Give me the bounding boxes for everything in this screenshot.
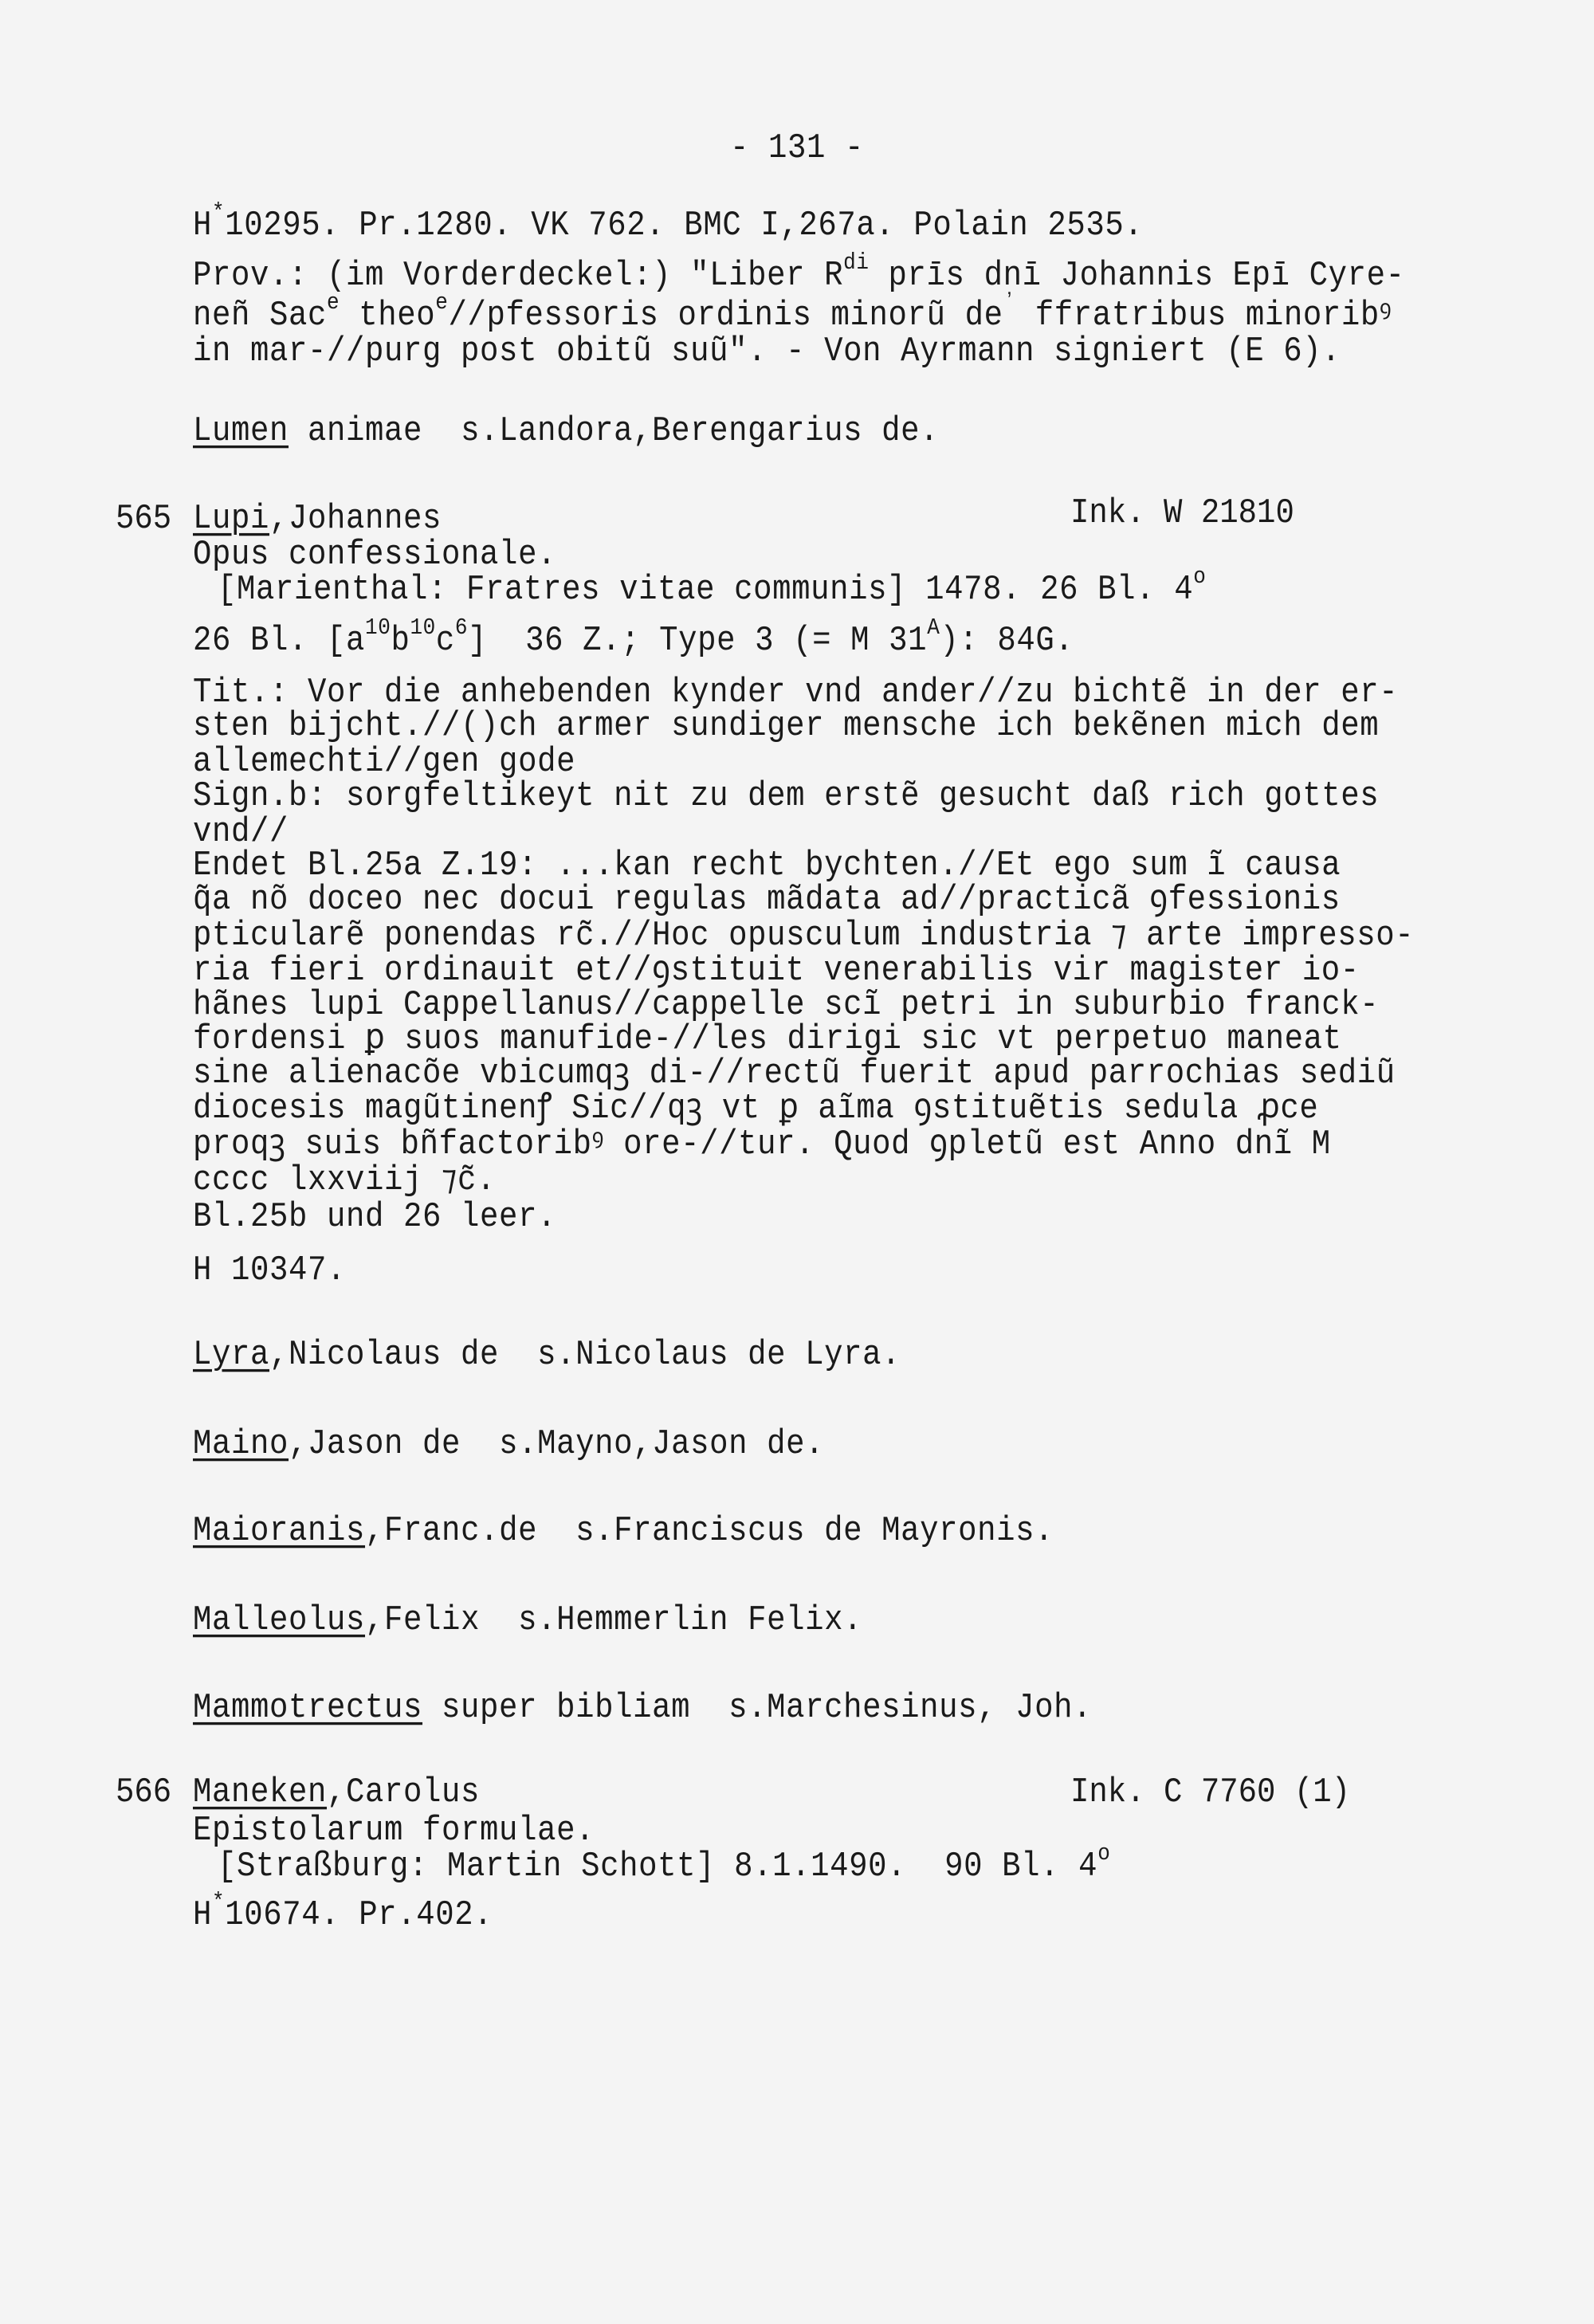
heading-word: Maino [193, 1424, 289, 1464]
entry-references: H*10674. Pr.402. [193, 1888, 493, 1935]
provenance-line: neñ Sac$^e$ theo$^e$//pfessoris ordinis minorũ $de^ʼ$ ffratribus minoribꝰ [193, 289, 1392, 336]
text-line: diocesis magũtinenꝭ Sic//qꝫ vt ꝑ aĩma ꝯstituẽtis sedula ꝓce [193, 1089, 1319, 1129]
entry-references: H 10347. [193, 1250, 347, 1290]
shelfmark: Ink. C 7760 (1) [1070, 1772, 1351, 1812]
text-line: proqꝫ suis bñfactoribꝰ ore-//tur. Quod ꝯpletũ est Anno dnĩ M [193, 1125, 1331, 1164]
text-line: vnd// [193, 812, 289, 852]
cross-reference: Lumen animae s.Landora,Berengarius de. [193, 411, 940, 451]
entry-title: Opus confessionale. [193, 535, 557, 575]
text-line: sine alienacõe vbicumqꝫ di-//rectũ fuerit apud parrochias sediũ [193, 1054, 1396, 1093]
text-line: fordensi ꝑ suos manufide-//les dirigi sic vt perpetuo maneat [193, 1019, 1342, 1059]
heading-word: Lumen [193, 411, 289, 451]
heading-word: Lyra [193, 1335, 270, 1375]
text-line: Bl.25b und 26 leer. [193, 1197, 557, 1237]
text-line: cccc lxxviij ⁊c̃. [193, 1160, 497, 1200]
cross-reference: Lyra,Nicolaus de s.Nicolaus de Lyra. [193, 1335, 901, 1375]
entry-heading: Lupi,Johannes [193, 499, 442, 539]
heading-word: Mammotrectus [193, 1688, 423, 1728]
imprint: [Marienthal: Fratres vitae communis] 1478. 26 Bl. 4$^o$ [218, 563, 1207, 610]
shelfmark: Ink. W 21810 [1070, 493, 1294, 533]
provenance-line: Prov.: (im Vorderdeckel:) "Liber $R^{di}$ prīs dnī Johannis Epī Cyre- [193, 249, 1405, 296]
cross-reference: Mammotrectus super bibliam s.Marchesinus, Joh. [193, 1688, 1093, 1728]
entry-number: 565 [116, 499, 172, 539]
entry-title: Epistolarum formulae. [193, 1811, 595, 1851]
heading-word: Lupi [193, 499, 270, 539]
provenance-line: in mar-//purg post obitũ suũ". - Von Ayrmann signiert (E 6). [193, 332, 1341, 371]
heading-word: Maioranis [193, 1511, 366, 1551]
prev-entry-references: H*10295. Pr.1280. VK 762. BMC I,267a. Polain 2535. [193, 198, 1144, 245]
text-line: Sign.b: sorgfeltikeyt nit zu dem erstẽ gesucht daß rich gottes [193, 776, 1380, 816]
page-number: - 131 - [729, 128, 865, 168]
entry-heading: Maneken,Carolus [193, 1772, 481, 1812]
imprint: [Straßburg: Martin Schott] 8.1.1490. 90 Bl. 4$^o$ [218, 1839, 1111, 1886]
text-line: hãnes lupi Cappellanus//cappelle scĩ petri in suburbio franck- [193, 985, 1380, 1025]
text-line: sten bijcht.//()ch armer sundiger mensche ich bekẽnen mich dem [193, 706, 1380, 746]
text-line: Tit.: Vor die anhebenden kynder vnd ander//zu bichtẽ in der er- [193, 673, 1399, 713]
text-line: q̃a nõ doceo nec docui regulas mãdata ad//practicã ꝯfessionis [193, 880, 1341, 920]
cross-reference: Maino,Jason de s.Mayno,Jason de. [193, 1424, 825, 1464]
text-line: ria fieri ordinauit et//ꝯstituit venerabilis vir magister io- [193, 951, 1360, 991]
cross-reference: Maioranis,Franc.de s.Franciscus de Mayronis. [193, 1511, 1054, 1551]
text-line: pticularẽ ponendas rc̃.//Hoc opusculum industria ⁊ arte impresso- [193, 916, 1415, 956]
entry-number: 566 [116, 1772, 172, 1812]
heading-word: Maneken [193, 1772, 328, 1812]
heading-word: Malleolus [193, 1600, 366, 1640]
collation: 26 Bl. $[a^{10}b^{10}c^6]$ 36 Z.; Type 3 (= M $31^A$): 84G. [193, 614, 1074, 661]
text-line: Endet Bl.25a Z.19: ...kan recht bychten.//Et ego sum ĩ causa [193, 846, 1341, 885]
cross-reference: Malleolus,Felix s.Hemmerlin Felix. [193, 1600, 863, 1640]
text-line: allemechti//gen gode [193, 742, 576, 782]
